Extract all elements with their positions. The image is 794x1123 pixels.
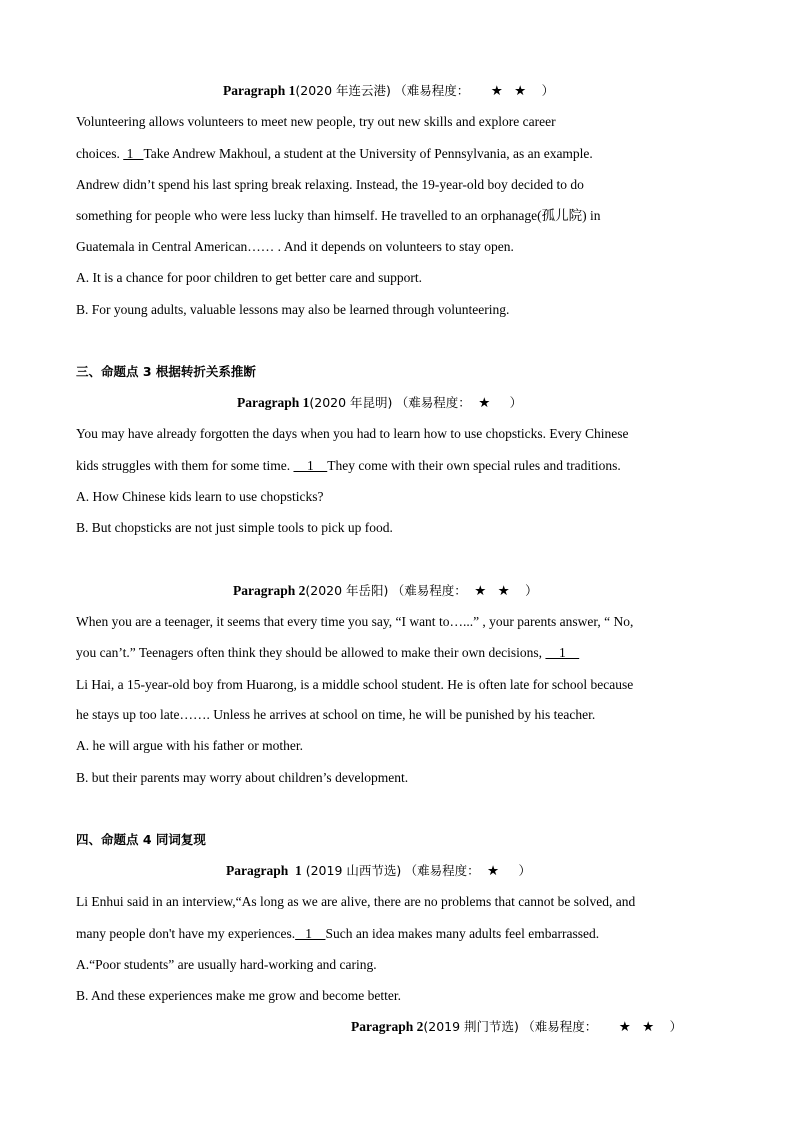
p1-line-2: [76, 145, 593, 163]
p3-line-1: When you are a teenager, it seems that every time you say, “I want to…...” , your parents answer, “ No,: [76, 614, 634, 629]
p4-line-2-start: many people don't have my experiences.: [76, 926, 296, 941]
p5-heading-end: ）: [669, 1019, 683, 1034]
p5-difficulty-stars: ★ ★: [618, 1019, 659, 1034]
p1-heading-difficulty: （难易程度：: [394, 83, 470, 98]
p2-option-a: A. How Chinese kids learn to use chopsticks?: [76, 489, 324, 504]
p1-difficulty-stars: ★ ★: [490, 83, 531, 98]
p2-line-2-end: They come with their own special rules and traditions.: [327, 458, 621, 473]
p1-option-b: B. For young adults, valuable lessons may also be learned through volunteering.: [76, 302, 510, 317]
p3-line-4: he stays up too late……. Unless he arrives at school on time, he will be punished by his teacher.: [76, 707, 596, 722]
p4-line-1: Li Enhui said in an interview,“As long as we are alive, there are no problems that cannot be solved, and: [76, 894, 636, 909]
p3-heading-end: ）: [525, 583, 538, 598]
p1-line-2-end: Take Andrew Makhoul, a student at the University of Pennsylvania, as an example.: [143, 146, 593, 161]
p2-option-b: B. But chopsticks are not just simple tools to pick up food.: [76, 520, 393, 535]
p1-line-1: Volunteering allows volunteers to meet new people, try out new skills and explore career: [76, 114, 556, 129]
p5-heading: [351, 1018, 682, 1036]
section-4-title: 四、命题点 4 同词复现: [76, 832, 206, 847]
p4-blank-1: 1: [295, 926, 326, 941]
p3-line-2: [76, 644, 579, 662]
p4-line-2: [76, 925, 599, 943]
p3-option-a: A. he will argue with his father or mother.: [76, 738, 303, 753]
p3-difficulty-stars: ★ ★: [474, 583, 514, 598]
p2-heading: [237, 394, 522, 412]
p3-line-2-start: you can’t.” Teenagers often think they should be allowed to make their own decisions,: [76, 645, 543, 660]
p1-line-3: Andrew didn’t spend his last spring break relaxing. Instead, the 19-year-old boy decided to do: [76, 177, 584, 192]
p4-heading-difficulty: （难易程度：: [404, 863, 480, 878]
p2-heading-source: (2020 年昆明): [309, 395, 393, 410]
p1-line-2-start: choices.: [76, 146, 120, 161]
p2-heading-end: ）: [509, 395, 523, 410]
section-3-title: 三、命题点 3 根据转折关系推断: [76, 364, 256, 379]
p3-blank-1: 1: [545, 645, 580, 660]
p4-option-a: A.“Poor students” are usually hard-working and caring.: [76, 957, 377, 972]
p3-line-3: Li Hai, a 15-year-old boy from Huarong, is a middle school student. He is often late for school because: [76, 677, 634, 692]
p3-heading-difficulty: （难易程度：: [391, 583, 467, 598]
p1-line-4: something for people who were less lucky than himself. He travelled to an orphanage(孤儿院) in: [76, 208, 601, 223]
p1-option-a: A. It is a chance for poor children to get better care and support.: [76, 270, 422, 285]
p1-heading-title: Paragraph 1: [223, 83, 296, 98]
p3-heading-title: Paragraph 2: [233, 583, 306, 598]
p2-heading-title: Paragraph 1: [237, 395, 310, 410]
p3-heading: [233, 582, 538, 600]
p1-heading-source: (2020 年连云港): [295, 83, 391, 98]
p4-heading-source: (2019 山西节选): [301, 863, 402, 878]
p1-line-5: Guatemala in Central American…… . And it depends on volunteers to stay open.: [76, 239, 514, 254]
p2-line-1: You may have already forgotten the days when you had to learn how to use chopsticks. Every Chinese: [76, 426, 629, 441]
p2-line-2: [76, 457, 621, 475]
p1-heading-end: ）: [541, 83, 555, 98]
p4-line-2-end: Such an idea makes many adults feel embarrassed.: [325, 926, 600, 941]
p2-line-2-start: kids struggles with them for some time.: [76, 458, 291, 473]
p4-heading: [226, 862, 531, 880]
p1-heading: [223, 82, 554, 100]
p2-blank-1: 1: [293, 458, 328, 473]
p2-heading-difficulty: （难易程度：: [395, 395, 471, 410]
p4-difficulty-stars: ★: [487, 863, 504, 878]
p1-blank-1: 1: [123, 146, 144, 161]
p4-option-b: B. And these experiences make me grow and become better.: [76, 988, 402, 1003]
p2-difficulty-stars: ★: [478, 395, 495, 410]
p5-heading-title: Paragraph 2: [351, 1019, 424, 1034]
p3-heading-source: (2020 年岳阳): [305, 583, 389, 598]
p4-heading-title: Paragraph 1: [226, 863, 302, 878]
p4-heading-end: ）: [518, 863, 532, 878]
p5-heading-source: (2019 荆门节选): [423, 1019, 519, 1034]
p5-heading-difficulty: （难易程度：: [522, 1019, 598, 1034]
p3-option-b: B. but their parents may worry about children’s development.: [76, 770, 409, 785]
